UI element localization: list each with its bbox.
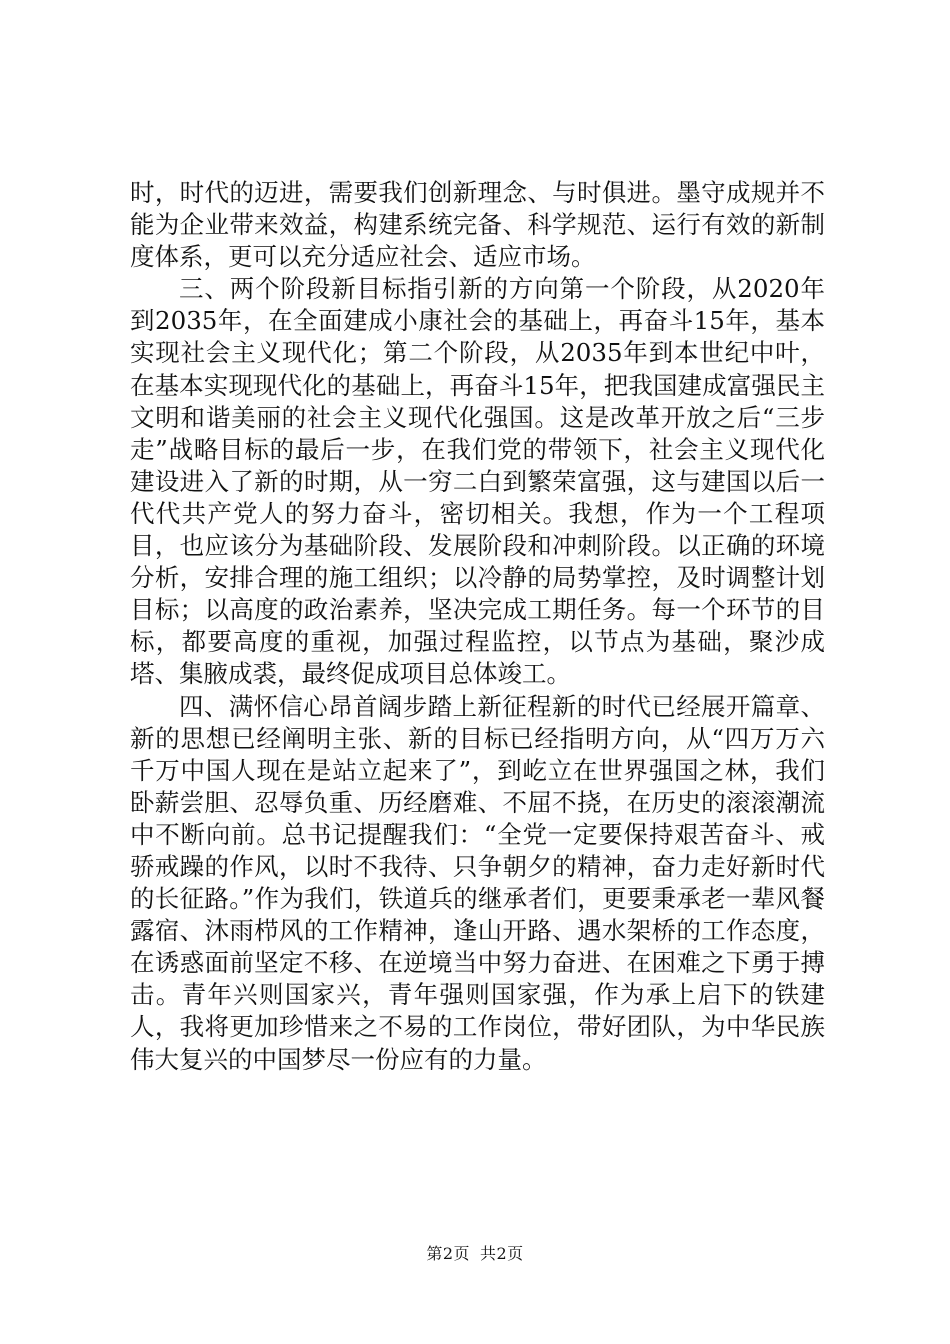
document-body bbox=[130, 177, 825, 1076]
page-number-current: 第2页 bbox=[426, 1244, 470, 1263]
paragraph-3: 四、满怀信心昂首阔步踏上新征程新的时代已经展开篇章、新的思想已经阐明主张、新的目标已经指明方向，从“四万万六千万中国人现在是站立起来了”，到屹立在世界强国之林，我们卧薪尝胆、忍辱负重、历经磨难、不屈不挠，在历史的滚滚潮流中不断向前。总书记提醒我们：“全党一定要保持艰苦奋斗、戒骄戒躁的作风，以时不我待、只争朝夕的精神，奋力走好新时代的长征路。”作为我们，铁道兵的继承者们，更要秉承老一辈风餐露宿、沐雨栉风的工作精神，逢山开路、遇水架桥的工作态度，在诱惑面前坚定不移、在逆境当中努力奋进、在困难之下勇于搏击。青年兴则国家兴，青年强则国家强，作为承上启下的铁建人，我将更加珍惜来之不易的工作岗位，带好团队，为中华民族伟大复兴的中国梦尽一份应有的力量。 bbox=[130, 691, 825, 1074]
paragraph-1: 时，时代的迈进，需要我们创新理念、与时俱进。墨守成规并不能为企业带来效益，构建系统完备、科学规范、运行有效的新制度体系，更可以充分适应社会、适应市场。 bbox=[130, 178, 825, 272]
paragraph-2: 三、两个阶段新目标指引新的方向第一个阶段，从2020年到2035年，在全面建成小康社会的基础上，再奋斗15年，基本实现社会主义现代化；第二个阶段，从2035年到本世纪中叶，在基本实现现代化的基础上，再奋斗15年，把我国建成富强民主文明和谐美丽的社会主义现代化强国。这是改革开放之后“三步走”战略目标的最后一步，在我们党的带领下，社会主义现代化建设进入了新的时期，从一穷二白到繁荣富强，这与建国以后一代代共产党人的努力奋斗，密切相关。我想，作为一个工程项目，也应该分为基础阶段、发展阶段和冲刺阶段。以正确的环境分析，安排合理的施工组织；以冷静的局势掌控，及时调整计划目标；以高度的政治素养，坚决完成工期任务。每一个环节的目标，都要高度的重视，加强过程监控，以节点为基础，聚沙成塔、集腋成裘，最终促成项目总体竣工。 bbox=[130, 274, 825, 689]
page-number-total: 共2页 bbox=[480, 1244, 524, 1263]
page-footer bbox=[0, 1244, 950, 1264]
